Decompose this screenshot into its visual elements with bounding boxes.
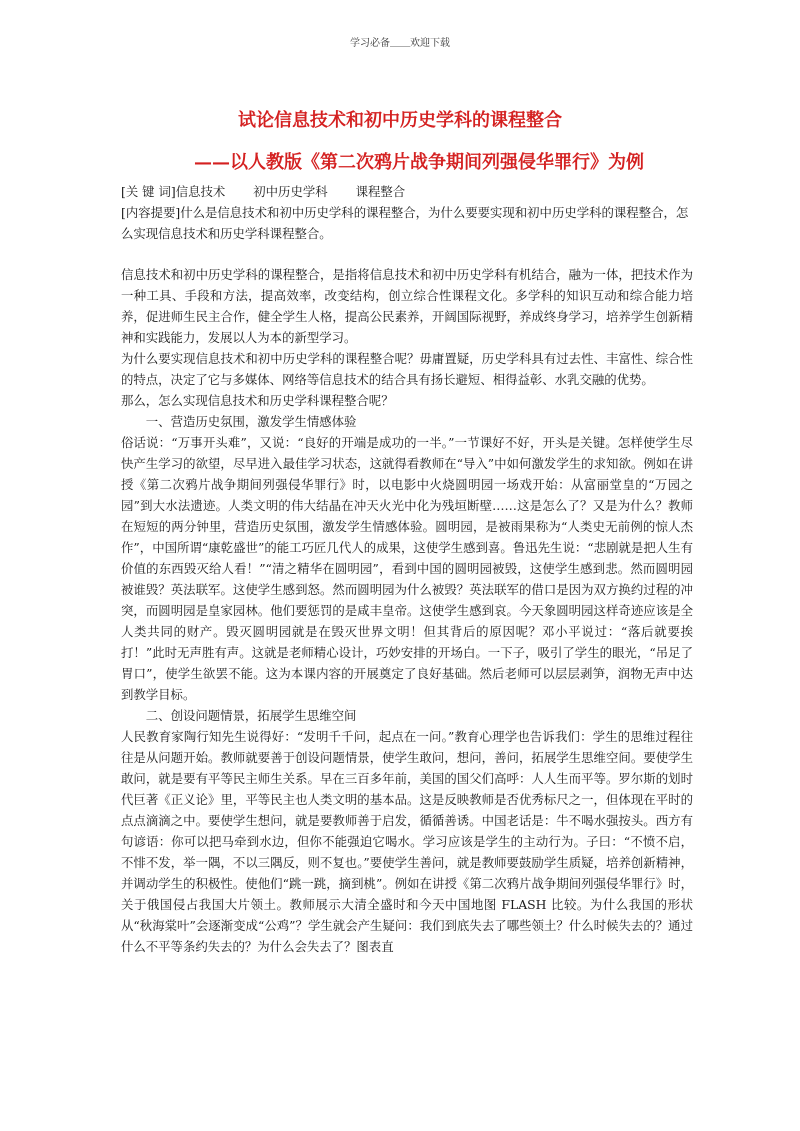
abstract-text: 什么是信息技术和初中历史学科的课程整合，为什么要要实现和初中历史学科的课程整合，怎么实现信息技术和历史学科课程整合。: [121, 205, 689, 241]
body-paragraph: 那么，怎么实现信息技术和历史学科课程整合呢？: [121, 393, 394, 408]
section-heading: 一、营造历史氛围，激发学生情感体验: [145, 414, 357, 429]
body-paragraph: 俗话说：“万事开头难”，又说：“良好的开端是成功的一半。”一节课好不好，开头是关键。怎样使学生尽快产生学习的欲望，尽早进入最佳学习状态，这就得看教师在“导入”中如何激发学生的求知欲。例如在讲授《第二次鸦片战争期间列强侵华罪行》时，以电影中火烧圆明园一场戏开始：从富丽堂皇的“万园之园”到大水法遗迹。人类文明的伟大结晶在冲天火光中化为残垣断壁……这是怎么了？又是为什么？教师在短短的两分钟里，营造历史氛围，激发学生情感体验。圆明园，是被雨果称为“人类史无前例的惊人杰作”，中国所谓“康乾盛世”的能工巧匠几代人的成果，这使学生感到喜。鲁迅先生说：“悲剧就是把人生有价值的东西毁灭给人看！”“清之精华在圆明园”，看到中国的圆明园被毁，这使学生感到悲。然而圆明园被谁毁？英法联军。这使学生感到怒。然而圆明园为什么被毁？英法联军的借口是因为双方换约过程的冲突，而圆明园是皇家园林。他们要惩罚的是咸丰皇帝。这使学生感到哀。今天象圆明园这样奇迹应该是全人类共同的财产。毁灭圆明园就是在毁灭世界文明！但其背后的原因呢？邓小平说过：“落后就要挨打！”此时无声胜有声。这就是老师精心设计，巧妙安排的开场白。一下子，吸引了学生的眼光，“吊足了胃口”，使学生欲罢不能。这为本课内容的开展奠定了良好基础。然后老师可以层层剥笋，润物无声中达到教学目标。: [121, 435, 693, 702]
keywords-label: [关 键 词]: [121, 184, 176, 199]
keyword-item: 初中历史学科: [253, 184, 328, 199]
keyword-item: 课程整合: [355, 184, 406, 199]
keyword-item: 信息技术: [175, 184, 226, 199]
body-paragraph: 人民教育家陶行知先生说得好：“发明千千问，起点在一问。”教育心理学也告诉我们：学生的思维过程往往是从问题开始。教师就要善于创设问题情景，使学生敢问，想问，善问，拓展学生思维空间。要使学生敢问，就是要有平等民主师生关系。早在三百多年前，美国的国父们高呼：人人生而平等。罗尔斯的划时代巨著《正义论》里，平等民主也人类文明的基本品。这是反映教师是否优秀标尺之一，但体现在平时的点点滴滴之中。要使学生想问，就是要教师善于启发，循循善诱。中国老话是：牛不喝水强按头。西方有句谚语：你可以把马牵到水边，但你不能强迫它喝水。学习应该是学生的主动行为。子曰：“不愤不启，不悱不发，举一隅，不以三隅反，则不复也。”要使学生善问，就是教师要鼓励学生质疑，培养创新精神，并调动学生的积极性。使他们“跳一跳，摘到桃”。例如在讲授《第二次鸦片战争期间列强侵华罪行》时，关于俄国侵占我国大片领土。教师展示大清全盛时和今天中国地图 FLASH 比较。为什么我国的形状从“秋海棠叶”会逐渐变成“公鸡”？学生就会产生疑问：我们到底失去了哪些领土？什么时候失去的？通过什么不平等条约失去的？为什么会失去了？图表直: [121, 729, 693, 954]
abstract-label: [内容提要]: [121, 205, 181, 220]
page-subtitle: ——以人教版《第二次鸦片战争期间列强侵华罪行》为例: [194, 152, 644, 173]
keywords-line: [121, 181, 691, 202]
section-heading: 二、创设问题情景，拓展学生思维空间: [145, 708, 357, 723]
page-header: 学习必备＿＿欢迎下载: [350, 38, 450, 49]
article-body: [121, 264, 693, 957]
body-paragraph: 为什么要实现信息技术和初中历史学科的课程整合呢？毋庸置疑，历史学科具有过去性、丰富性、综合性的特点，决定了它与多媒体、网络等信息技术的结合具有扬长避短、相得益彰、水乳交融的优势。: [121, 351, 693, 387]
abstract: [121, 202, 691, 244]
meta-block: [121, 181, 691, 244]
page-title: 试论信息技术和初中历史学科的课程整合: [238, 110, 562, 131]
body-paragraph: 信息技术和初中历史学科的课程整合，是指将信息技术和初中历史学科有机结合，融为一体，把技术作为一种工具、手段和方法，提高效率，改变结构，创立综合性课程文化。多学科的知识互动和综合能力培养，促进师生民主合作，健全学生人格，提高公民素养，开阔国际视野，养成终身学习，培养学生创新精神和实践能力，发展以人为本的新型学习。: [121, 267, 693, 345]
